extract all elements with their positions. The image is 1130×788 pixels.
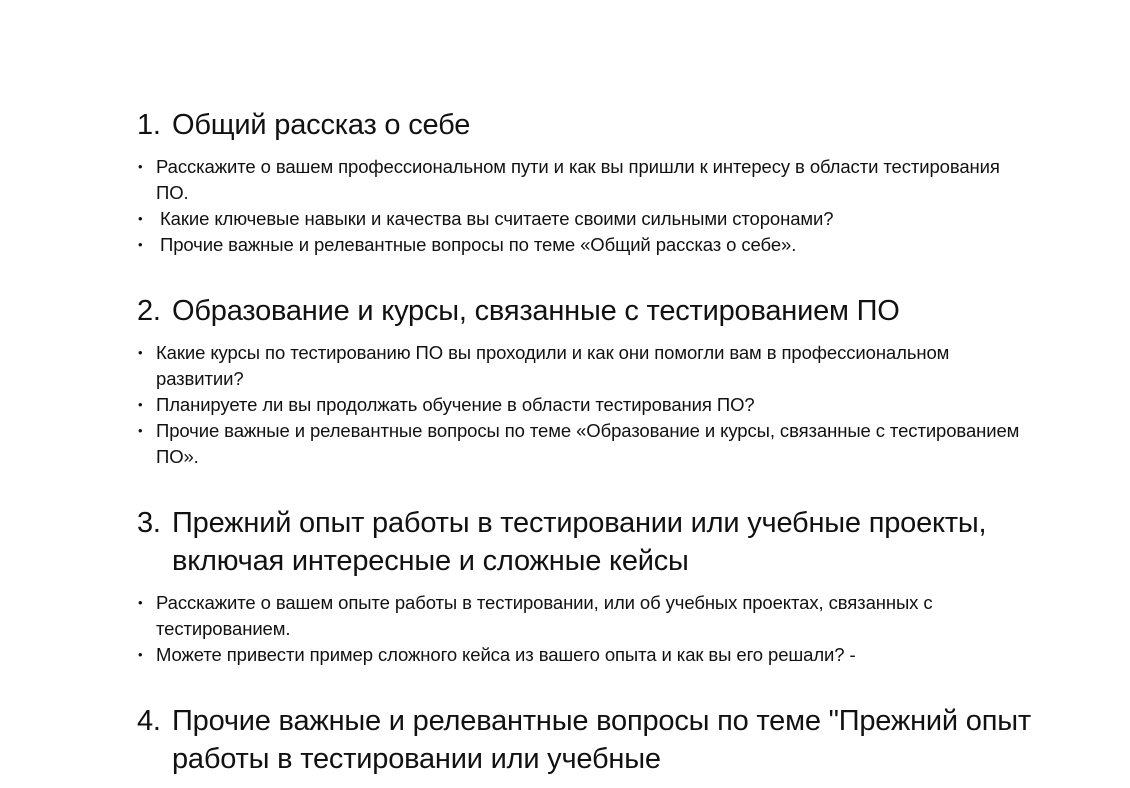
bullet-icon: •: [138, 211, 143, 226]
section-title: Общий рассказ о себе: [172, 109, 471, 141]
list-item: [137, 340, 1037, 392]
list-item: [137, 392, 1037, 418]
document-body: [137, 106, 1037, 788]
list-item: [137, 418, 1037, 470]
list-item: [137, 232, 1037, 258]
list-item-text: Прочие важные и релевантные вопросы по теме «Образование и курсы, связанные с тестированием ПО».: [156, 420, 1020, 467]
bullet-icon: •: [138, 159, 143, 174]
list-item-text: Расскажите о вашем профессиональном пути и как вы пришли к интересу в области тестирования ПО.: [156, 156, 1000, 203]
section-number: 4.: [137, 705, 161, 737]
bullet-icon: •: [138, 397, 143, 412]
bullet-list: [137, 154, 1037, 258]
list-item-text: Какие ключевые навыки и качества вы считаете своими сильными сторонами?: [160, 208, 834, 229]
bullet-icon: •: [138, 423, 143, 438]
list-item: [137, 154, 1037, 206]
bullet-icon: •: [138, 237, 143, 252]
list-item-text: Планируете ли вы продолжать обучение в области тестирования ПО?: [156, 394, 755, 415]
list-item-text: Какие курсы по тестированию ПО вы проходили и как они помогли вам в профессиональном развитии?: [156, 342, 950, 389]
section-heading: [137, 292, 1037, 330]
section-number: 2.: [137, 295, 161, 327]
section-3: [137, 504, 1037, 668]
section-number: 1.: [137, 109, 161, 141]
section-title: Образование и курсы, связанные с тестированием ПО: [172, 295, 900, 327]
section-heading: [137, 504, 1037, 580]
section-title: Прежний опыт работы в тестировании или учебные проекты, включая интересные и сложные кейсы: [172, 507, 987, 577]
section-title: Прочие важные и релевантные вопросы по теме "Прежний опыт работы в тестировании или учебные: [172, 705, 1031, 775]
list-item: [137, 590, 1037, 642]
bullet-list: [137, 340, 1037, 470]
bullet-icon: •: [138, 595, 143, 610]
bullet-list: [137, 590, 1037, 668]
list-item: [137, 642, 1037, 668]
bullet-icon: •: [138, 345, 143, 360]
bullet-icon: •: [138, 647, 143, 662]
list-item-text: Прочие важные и релевантные вопросы по теме «Общий рассказ о себе».: [160, 234, 797, 255]
section-heading: [137, 106, 1037, 144]
section-number: 3.: [137, 507, 161, 539]
section-4: [137, 702, 1037, 778]
section-heading: [137, 702, 1037, 778]
list-item: [137, 206, 1037, 232]
section-1: [137, 106, 1037, 258]
list-item-text: Расскажите о вашем опыте работы в тестировании, или об учебных проектах, связанных с тестированием.: [156, 592, 933, 639]
section-2: [137, 292, 1037, 470]
list-item-text: Можете привести пример сложного кейса из вашего опыта и как вы его решали? -: [156, 644, 856, 665]
